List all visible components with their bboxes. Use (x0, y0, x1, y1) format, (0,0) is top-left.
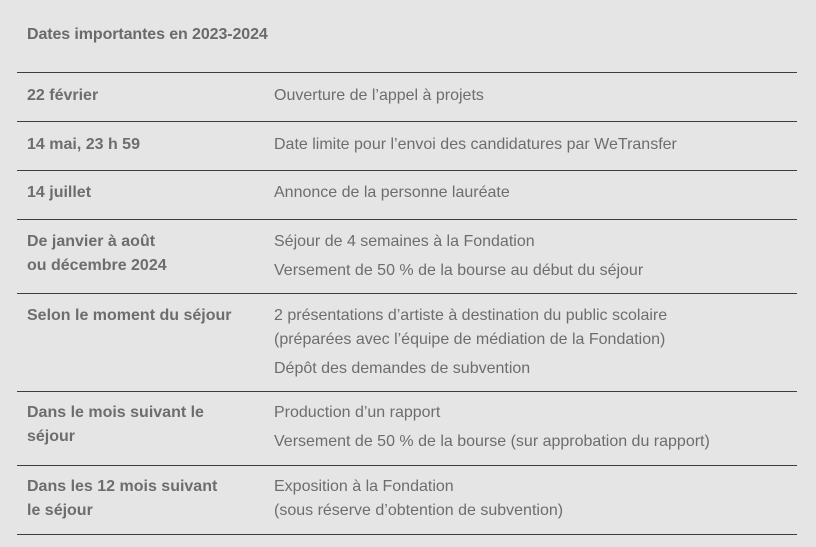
date-text: ou décembre 2024 (27, 257, 167, 274)
date-text: 22 février (27, 87, 99, 104)
table-row (17, 294, 797, 392)
description-text: 2 présentations d’artiste à destination du public scolaire (274, 307, 668, 324)
description-cell (274, 84, 797, 108)
description-cell (274, 475, 797, 523)
table-row (17, 122, 797, 171)
description-cell (274, 181, 797, 205)
description-text: Séjour de 4 semaines à la Fondation (274, 233, 535, 250)
date-cell (17, 475, 274, 523)
date-text: Dans les 12 mois suivant (27, 478, 218, 495)
description-cell (274, 401, 797, 454)
date-text: 14 juillet (27, 184, 92, 201)
description-text: Versement de 50 % de la bourse (sur approbation du rapport) (274, 433, 710, 450)
date-cell (17, 181, 274, 205)
table-row (17, 73, 797, 122)
date-text: 14 mai, 23 h 59 (27, 136, 140, 153)
table-row (17, 220, 797, 294)
date-text: le séjour (27, 502, 93, 519)
date-cell (17, 133, 274, 157)
date-text: Selon le moment du séjour (27, 307, 232, 324)
dates-table (17, 72, 797, 535)
date-cell (17, 84, 274, 108)
description-cell (274, 230, 797, 283)
table-row (17, 171, 797, 220)
description-text: Ouverture de l’appel à projets (274, 87, 484, 104)
table-row (17, 466, 797, 535)
description-text: Versement de 50 % de la bourse au début du séjour (274, 262, 644, 279)
date-text: séjour (27, 428, 76, 445)
date-cell (17, 401, 274, 454)
description-text: (préparées avec l’équipe de médiation de la Fondation) (274, 331, 666, 348)
description-text: Dépôt des demandes de subvention (274, 360, 531, 377)
date-cell (17, 230, 274, 283)
description-cell (274, 133, 797, 157)
description-text: Date limite pour l’envoi des candidatures par WeTransfer (274, 136, 677, 153)
date-text: Dans le mois suivant le (27, 404, 204, 421)
description-cell (274, 304, 797, 381)
date-cell (17, 304, 274, 381)
page-title: Dates importantes en 2023-2024 (27, 26, 268, 43)
date-text: De janvier à août (27, 233, 156, 250)
description-text: Exposition à la Fondation (274, 478, 454, 495)
table-row (17, 392, 797, 466)
description-text: (sous réserve d’obtention de subvention) (274, 502, 564, 519)
description-text: Annonce de la personne lauréate (274, 184, 510, 201)
description-text: Production d’un rapport (274, 404, 441, 421)
